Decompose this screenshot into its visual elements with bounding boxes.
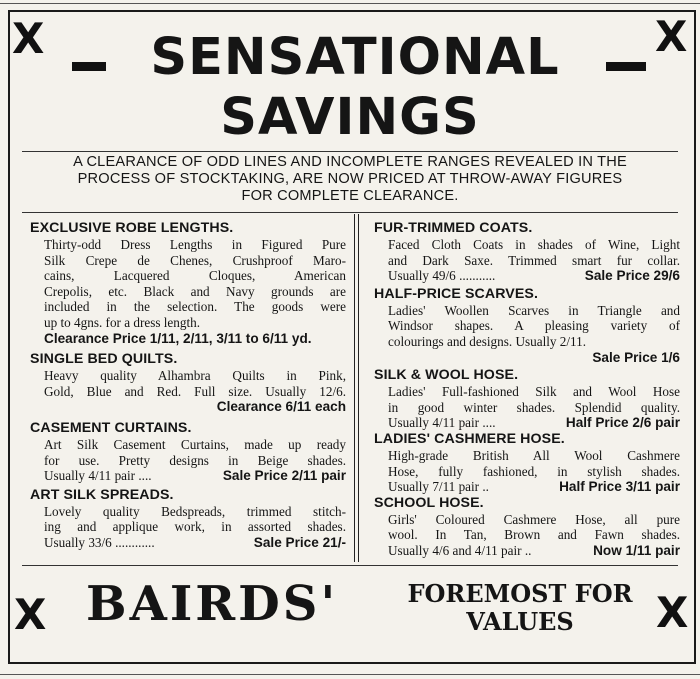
price-row: [388, 268, 680, 284]
sale-price: Sale Price 21/-: [253, 534, 346, 550]
price-label: Clearance Price 1/11, 2/11, 3/11 to 6/11 yd.: [44, 330, 312, 346]
section-fur-trimmed-coats: [374, 220, 680, 284]
usual-price: Usually 49/6 ...........: [388, 268, 496, 284]
section-line: Heavy quality Alhambra Quilts in Pink,: [44, 368, 346, 384]
section-line: Hose, fully fashioned, in stylish shades.: [388, 463, 680, 479]
section-line: Ladies' Woollen Scarves in Triangle and: [388, 302, 680, 318]
section-line: for use. Pretty designs in Beige shades.: [44, 452, 346, 468]
section-line: Faced Cloth Coats in shades of Wine, Light: [388, 237, 680, 252]
section-school-hose: [374, 495, 680, 559]
price-row: [44, 468, 346, 484]
dash-left: [72, 62, 106, 71]
section-title: LADIES' CASHMERE HOSE.: [374, 430, 565, 447]
brand-name: BAIRDS': [86, 576, 339, 632]
sale-price: Sale Price 29/6: [584, 268, 680, 284]
section-line: Ladies' Full-fashioned Silk and Wool Hose: [388, 384, 680, 400]
section-line: Girls' Coloured Cashmere Hose, all pure: [388, 511, 680, 527]
section-line: Windsor shapes. A pleasing variety of: [388, 318, 680, 334]
section-title: CASEMENT CURTAINS.: [30, 419, 192, 436]
usual-price: Usually 4/11 pair ....: [44, 468, 152, 484]
section-bed-quilts: [30, 351, 346, 415]
price-label: Sale Price 1/6: [592, 349, 680, 365]
section-line: in good winter shades. Splendid quality.: [388, 399, 680, 415]
right-column: [374, 220, 680, 559]
sale-price: Sale Price 2/11 pair: [222, 468, 346, 484]
section-line: and Dark Saxe. Trimmed smart fur collar.: [388, 252, 680, 268]
sale-price: Half Price 2/6 pair: [565, 415, 680, 431]
x-mark-bottom-right: X: [656, 588, 689, 637]
price-label: Clearance 6/11 each: [216, 399, 346, 415]
section-half-price-scarves: [374, 286, 680, 365]
tagline: [400, 580, 640, 636]
price-row: [388, 479, 680, 495]
headline-sensational: SENSATIONAL: [150, 28, 560, 87]
section-line: Crepolis, etc. Black and Navy grounds are: [44, 283, 346, 299]
section-title: SINGLE BED QUILTS.: [30, 351, 178, 368]
tagline-line: FOREMOST FOR: [407, 579, 633, 608]
price-row: [388, 415, 680, 431]
rule-below-intro: [22, 212, 678, 213]
section-line: Lovely quality Bedspreads, trimmed stitch-: [44, 503, 346, 519]
section-cashmere-hose: [374, 431, 680, 495]
section-line: cains, Lacquered Cloques, American: [44, 268, 346, 284]
intro-text: [28, 154, 672, 205]
section-title: SILK & WOOL HOSE.: [374, 367, 519, 384]
section-line: colourings and designs. Usually 2/11.: [388, 333, 587, 349]
usual-price: Usually 4/11 pair ....: [388, 415, 496, 431]
section-line: Gold, Blue and Red. Full size. Usually 12/6.: [44, 383, 346, 399]
tagline-line: VALUES: [466, 607, 574, 636]
section-art-silk-spreads: [30, 487, 346, 551]
bottom-rule: [0, 674, 700, 675]
section-title: SCHOOL HOSE.: [374, 494, 484, 511]
section-line: Silk Crepe de Chenes, Crushproof Maro-: [44, 252, 346, 268]
usual-price: Usually 4/6 and 4/11 pair ..: [388, 542, 532, 558]
rule-above-intro: [22, 151, 678, 152]
section-line: Art Silk Casement Curtains, made up ready: [44, 436, 346, 452]
rule-above-footer: [22, 565, 678, 566]
section-line: wool. In Tan, Brown and Fawn shades.: [388, 527, 680, 543]
section-title: HALF-PRICE SCARVES.: [374, 285, 539, 302]
section-title: EXCLUSIVE ROBE LENGTHS.: [30, 220, 234, 236]
price-row: [388, 543, 680, 559]
x-mark-bottom-left: X: [14, 590, 47, 639]
column-divider: [354, 214, 355, 562]
section-line: included in the selection. The goods were: [44, 299, 346, 315]
section-line: up to 4gns. for a dress length.: [44, 314, 201, 330]
intro-line: PROCESS OF STOCKTAKING, ARE NOW PRICED AT THROW-AWAY FIGURES: [77, 171, 623, 187]
x-mark-top-right: X: [655, 12, 688, 61]
section-silk-wool-hose: [374, 367, 680, 431]
sale-price: Now 1/11 pair: [593, 542, 680, 558]
section-line: ing and applique work, in assorted shades.: [44, 519, 346, 535]
dash-right: [606, 62, 646, 71]
left-column: [30, 220, 346, 551]
section-line: High-grade British All Wool Cashmere: [388, 447, 680, 463]
section-casement-curtains: [30, 420, 346, 484]
usual-price: Usually 7/11 pair ..: [388, 479, 489, 495]
section-title: FUR-TRIMMED COATS.: [374, 220, 533, 236]
section-title: ART SILK SPREADS.: [30, 486, 174, 503]
intro-line: FOR COMPLETE CLEARANCE.: [241, 188, 459, 204]
price-row: [44, 535, 346, 551]
x-mark-top-left: X: [12, 14, 45, 63]
top-rule: [0, 3, 700, 4]
column-divider: [358, 214, 359, 562]
sale-price: Half Price 3/11 pair: [559, 479, 680, 495]
usual-price: Usually 33/6 ............: [44, 534, 155, 550]
headline-savings: SAVINGS: [220, 88, 480, 147]
intro-line: A CLEARANCE OF ODD LINES AND INCOMPLETE RANGES REVEALED IN THE: [73, 154, 627, 170]
section-line: Thirty-odd Dress Lengths in Figured Pure: [44, 237, 346, 252]
section-robe-lengths: [30, 220, 346, 346]
